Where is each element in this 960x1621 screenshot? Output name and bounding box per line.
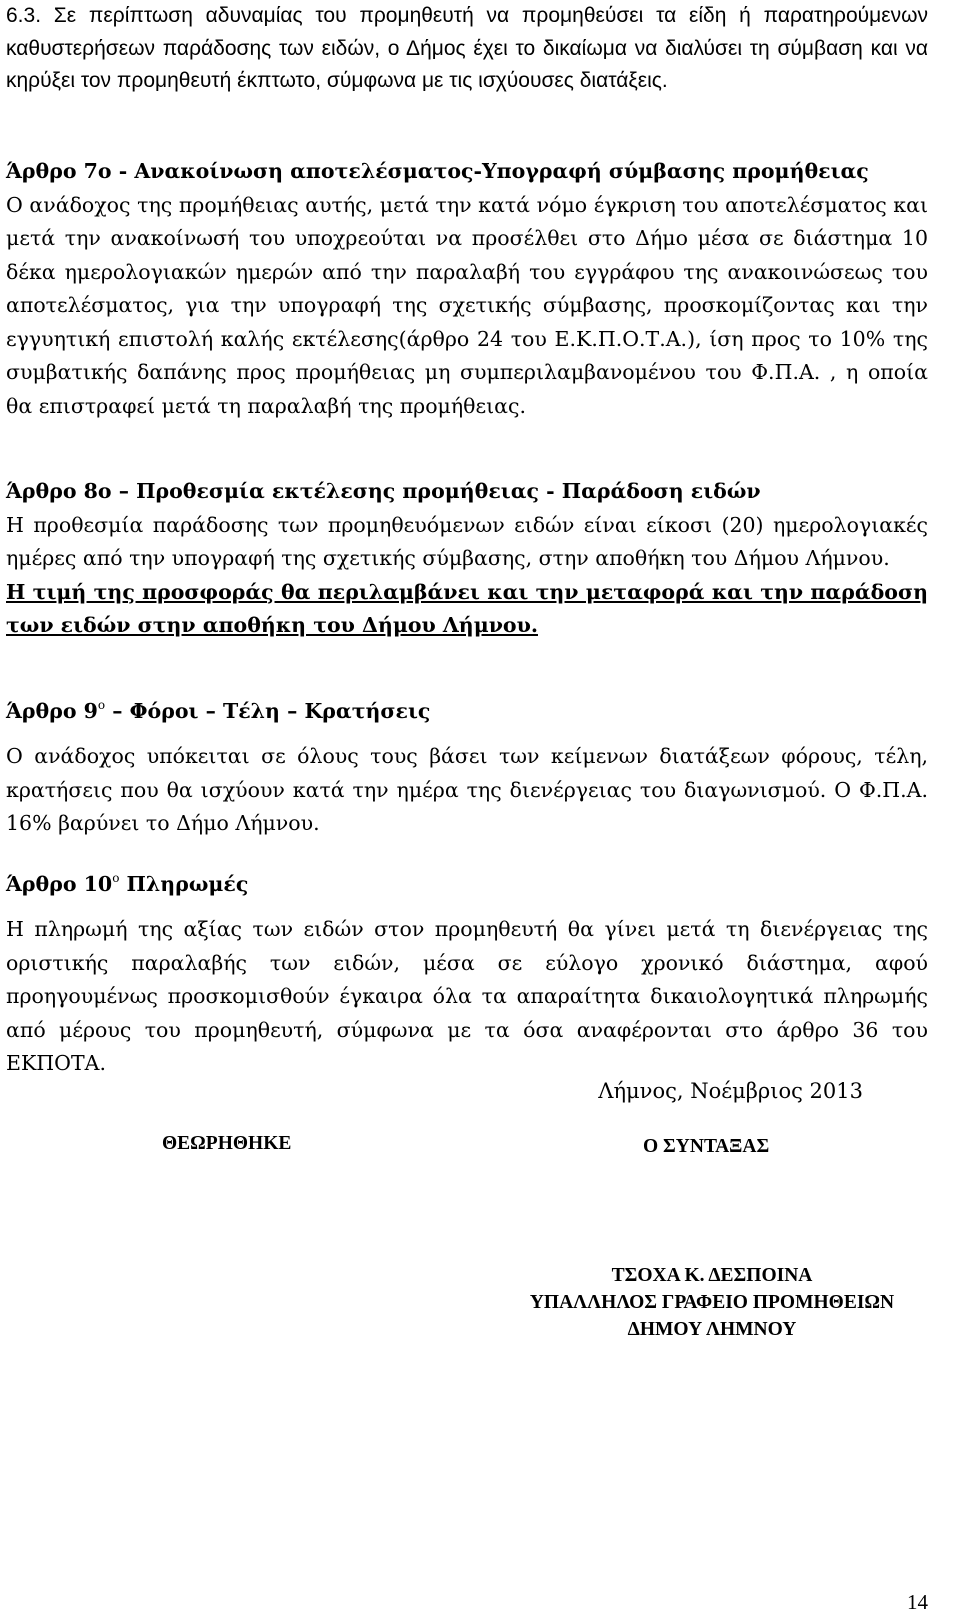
intro-paragraph: 6.3. Σε περίπτωση αδυναμίας του προμηθευτή να προμηθεύσει τα είδη ή παρατηρούμενων καθυστερήσεων παράδοσης των ειδών, ο Δήμος έχει το δικαίωμα να διαλύσει τη σύμβαση και να κηρύξει τον προμηθευτή έκπτωτο, σύμφωνα με τις ισχύουσες διατάξεις. <box>6 4 928 92</box>
article-8-underlined-note: Η τιμή της προσφοράς θα περιλαμβάνει και την μεταφορά και την παράδοση των ειδών στην αποθήκη του Δήμου Λήμνου. <box>6 579 928 637</box>
article-10-body: Η πληρωμή της αξίας των ειδών στον προμηθευτή θα γίνει μετά τη διενέργειας της οριστικής παραλαβής των ειδών, μέσα σε εύλογο χρονικό διάστημα, αφού προηγουμένως προσκομισθούν έγκαιρα όλα τα απαραίτητα δικαιολογητικά πληρωμής από μέρους του προμηθευτή, σύμφωνα με τα όσα αναφέρονται στο άρθρο 36 του ΕΚΠΟΤΑ. <box>6 917 928 1075</box>
article-8-section <box>6 475 928 643</box>
article-10-heading-text: Άρθρο 10 <box>6 872 113 896</box>
article-8-heading: Άρθρο 8ο – Προθεσμία εκτέλεσης προμήθειας - Παράδοση ειδών <box>6 479 761 503</box>
article-10-heading <box>6 868 928 902</box>
place-date: Λήμνος, Νοέμβριος 2013 <box>598 1079 863 1103</box>
article-9-heading <box>6 695 928 729</box>
article-9-heading-rest: – Φόροι – Τέλη – Κρατήσεις <box>105 699 431 723</box>
article-7-body: Ο ανάδοχος της προμήθειας αυτής, μετά την κατά νόμο έγκριση του αποτελέσματος και μετά την ανακοίνωσή του υποχρεούται να προσέλθει στο Δήμο μέσα σε διάστημα 10 δέκα ημερολογιακών ημερών από την παραλαβή του εγγράφου της ανακοινώσεως του αποτελέσματος, για την υπογραφή της σχετικής σύμβασης, προσκομίζοντας και την εγγυητική επιστολή καλής εκτέλεσης(άρθρο 24 του Ε.Κ.Π.Ο.Τ.Α.), ίση προς το 10% της συμβατικής δαπάνης προς προμήθειας μη συμπεριλαμβανομένου του Φ.Π.Α. , η οποία θα επιστραφεί μετά τη παραλαβή της προμήθειας. <box>6 192 928 418</box>
article-9-heading-text: Άρθρο 9 <box>6 699 98 723</box>
article-8-body: Η προθεσμία παράδοσης των προμηθευόμενων ειδών είναι είκοσι (20) ημερολογιακές ημέρες από την υπογραφή της σχετικής σύμβασης, στην αποθήκη του Δήμου Λήμνου. <box>6 512 928 570</box>
article-10-heading-sup: ο <box>112 871 120 885</box>
article-9-heading-sup: ο <box>97 698 106 712</box>
signatory-name: ΤΣΟΧΑ Κ. ΔΕΣΠΟΙΝΑ <box>611 1265 813 1286</box>
author-label: Ο ΣΥΝΤΑΞΑΣ <box>643 1136 770 1157</box>
page-number: 14 <box>907 1590 928 1614</box>
article-9-body: Ο ανάδοχος υπόκειται σε όλους τους βάσει των κείμενων διατάξεων φόρους, τέλη, κρατήσεις που θα ισχύουν κατά την ημέρα της διενέργειας του διαγωνισμού. Ο Φ.Π.Α. 16% βαρύνει το Δήμο Λήμνου. <box>6 744 928 835</box>
approved-label: ΘΕΩΡΗΘΗΚΕ <box>162 1133 292 1154</box>
article-7-heading: Άρθρο 7ο - Ανακοίνωση αποτελέσματος-Υπογραφή σύμβασης προμήθειας <box>6 159 869 183</box>
signatory-title: ΥΠΑΛΛΗΛΟΣ ΓΡΑΦΕΙΟ ΠΡΟΜΗΘΕΙΩΝ <box>529 1292 895 1313</box>
article-7-section <box>6 155 928 423</box>
article-10-heading-rest: Πληρωμές <box>119 872 249 896</box>
signatory-organization: ΔΗΜΟΥ ΛΗΜΝΟΥ <box>627 1319 797 1340</box>
